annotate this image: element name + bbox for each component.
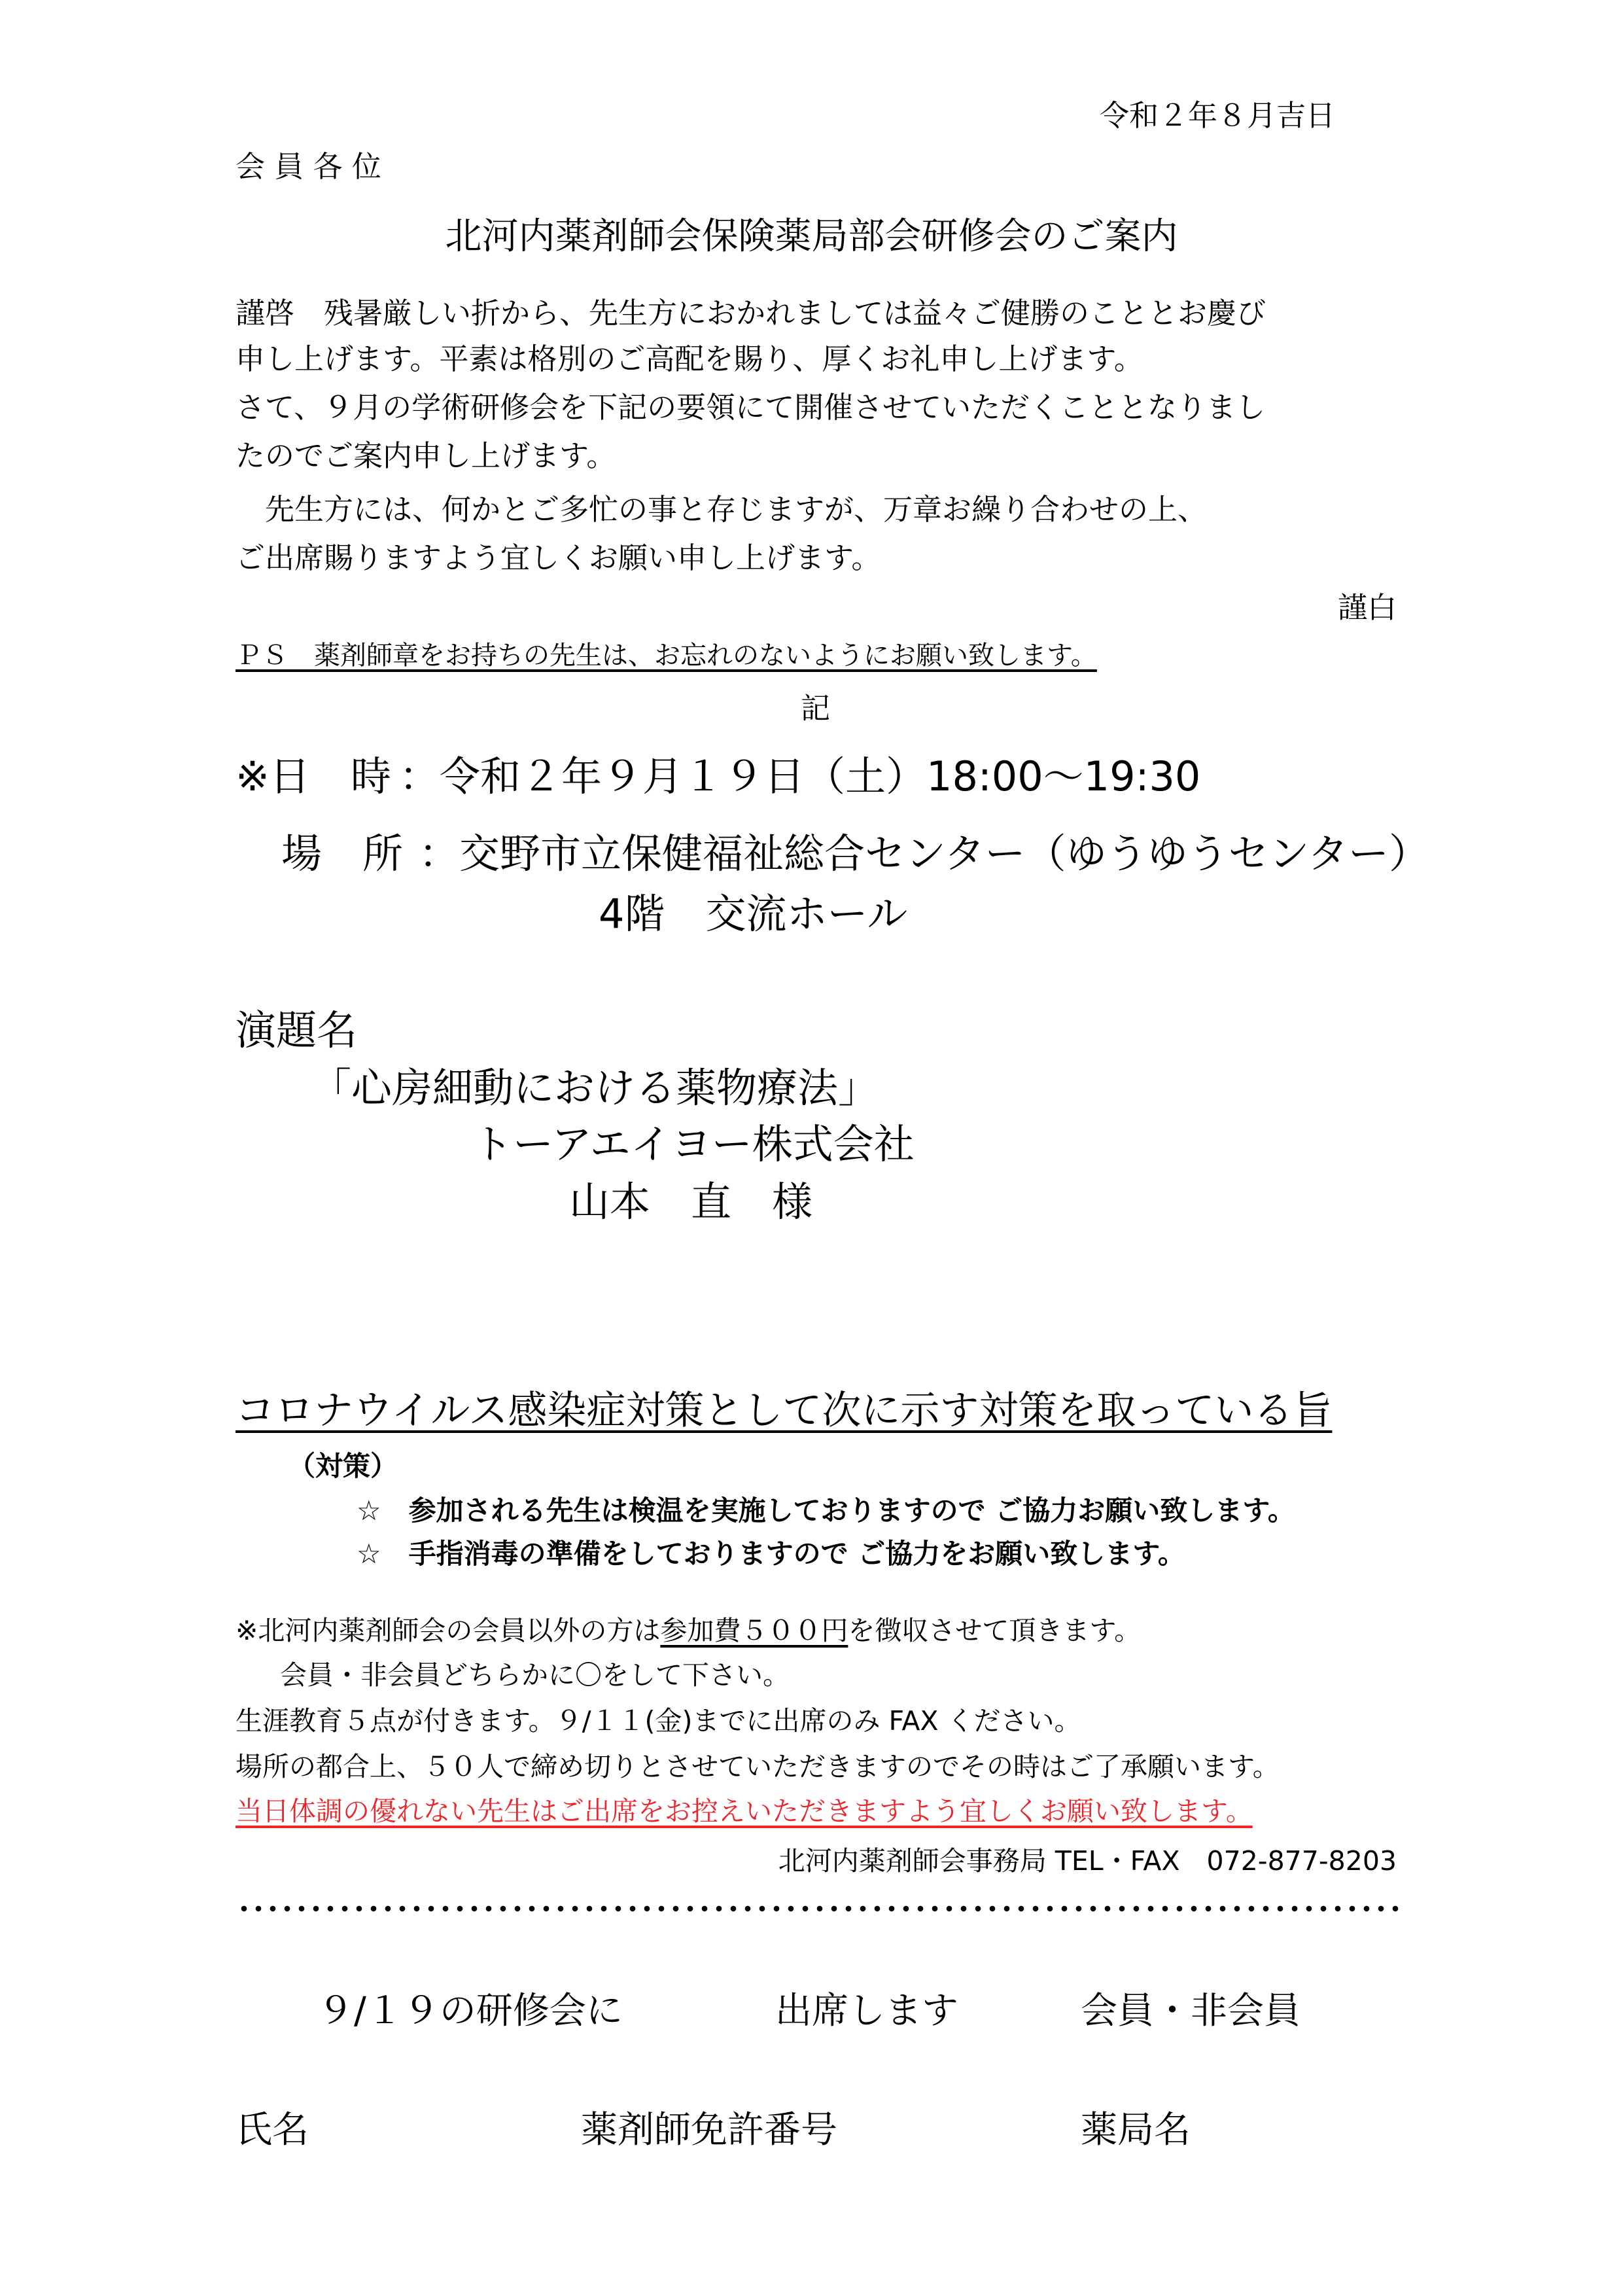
reply-seminar: ９/１９の研修会に bbox=[317, 1990, 623, 2032]
greeting-line-5: 先生方には、何かとご多忙の事と存じますが、万章お繰り合わせの上、 bbox=[236, 492, 1208, 527]
lecture-heading: 演題名 bbox=[236, 1006, 358, 1054]
reply-attend: 出席します bbox=[775, 1990, 958, 2032]
document-title: 北河内薬剤師会保険薬局部会研修会のご案内 bbox=[445, 215, 1178, 258]
reply-license-label: 薬剤師免許番号 bbox=[581, 2109, 837, 2151]
issue-date: 令和２年８月吉日 bbox=[1099, 98, 1335, 133]
covid-sub-heading: （対策） bbox=[288, 1450, 398, 1482]
lecture-title: 「心房細動における薬物療法」 bbox=[311, 1064, 879, 1112]
fee-note bbox=[236, 1615, 1141, 1647]
office-contact: 北河内薬剤師会事務局 TEL・FAX 072-877-8203 bbox=[778, 1845, 1397, 1877]
health-note: 当日体調の優れない先生はご出席をお控えいただきますよう宜しくお願い致します。 bbox=[236, 1795, 1253, 1827]
reply-member-choice: 会員・非会員 bbox=[1081, 1990, 1300, 2032]
greeting-line-2: 申し上げます。平素は格別のご高配を賜り、厚くお礼申し上げます。 bbox=[236, 342, 1143, 376]
reply-name-label: 氏名 bbox=[236, 2109, 309, 2151]
covid-item-2: ☆ 手指消毒の準備をしておりますので ご協力をお願い致します。 bbox=[357, 1538, 1185, 1570]
covid-heading: コロナウイルス感染症対策として次に示す対策を取っている旨 bbox=[236, 1388, 1333, 1434]
lecture-speaker: 山本 直 様 bbox=[569, 1178, 813, 1226]
closing-word: 謹白 bbox=[1337, 590, 1397, 625]
reply-pharmacy-label: 薬局名 bbox=[1081, 2109, 1191, 2151]
lecture-company: トーアエイヨー株式会社 bbox=[472, 1120, 915, 1168]
addressee: 会 員 各 位 bbox=[236, 149, 381, 184]
ki-mark: 記 bbox=[801, 691, 831, 726]
covid-item-1: ☆ 参加される先生は検温を実施しておりますので ご協力お願い致します。 bbox=[357, 1494, 1295, 1527]
cut-line bbox=[237, 1904, 1400, 1913]
member-note: 会員・非会員どちらかに〇をして下さい。 bbox=[280, 1659, 790, 1691]
fee-amount: 参加費５００円 bbox=[660, 1615, 848, 1646]
event-place-label: 場 所 bbox=[281, 830, 404, 877]
greeting-line-4: たのでご案内申し上げます。 bbox=[236, 438, 616, 473]
event-place-value: ：交野市立保健福祉総合センター（ゆうゆうセンター） bbox=[419, 830, 1430, 877]
greeting-line-3: さて、９月の学術研修会を下記の要領にて開催させていただくこととなりまし bbox=[236, 390, 1266, 425]
fee-note-pre: ※北河内薬剤師会の会員以外の方は bbox=[236, 1615, 661, 1646]
capacity-note: 場所の都合上、５０人で締め切りとさせていただきますのでその時はご了承願います。 bbox=[236, 1751, 1280, 1782]
ps-note: ＰＳ 薬剤師章をお持ちの先生は、お忘れのないようにお願い致します。 bbox=[236, 641, 1097, 671]
event-place-floor: 4階 交流ホール bbox=[599, 890, 908, 938]
fee-note-post: を徴収させて頂きます。 bbox=[848, 1615, 1142, 1646]
greeting-line-1: 謹啓 残暑厳しい折から、先生方におかれましては益々ご健勝のこととお慶び bbox=[236, 296, 1266, 330]
event-date-value: ：令和２年９月１９日（土）18:00～19:30 bbox=[399, 752, 1201, 800]
credit-note: 生涯教育５点が付きます。９/１１(金)までに出席のみ FAX ください。 bbox=[236, 1705, 1081, 1737]
greeting-line-6: ご出席賜りますよう宜しくお願い申し上げます。 bbox=[236, 540, 881, 575]
event-date-label: ※日 時 bbox=[236, 752, 391, 800]
